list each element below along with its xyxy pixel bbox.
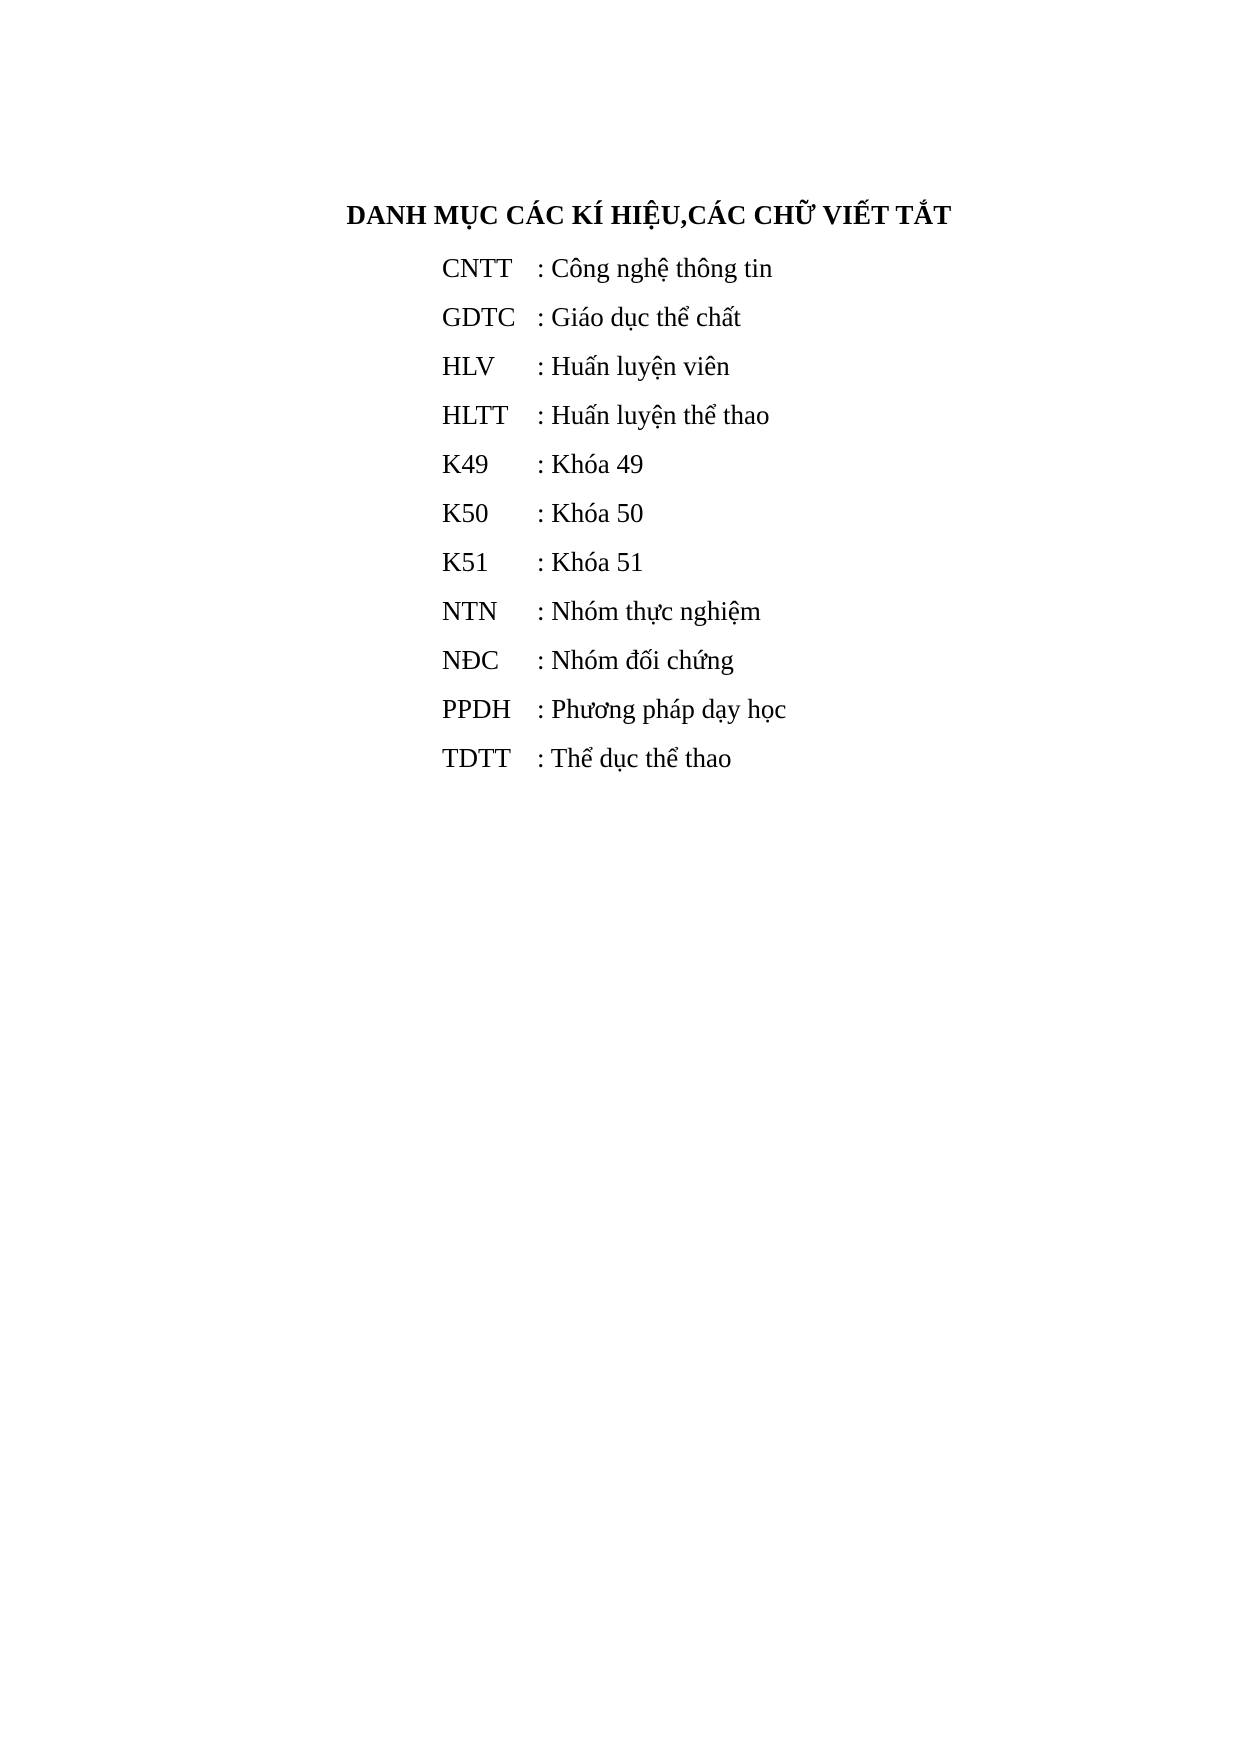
abbreviation-code: K50 — [442, 498, 489, 528]
abbreviation-code: CNTT — [442, 253, 513, 283]
abbreviation-description: : Phương pháp dạy học — [537, 694, 787, 724]
abbreviation-row — [442, 594, 786, 643]
abbreviation-description: : Khóa 50 — [537, 498, 644, 528]
abbreviation-code: HLTT — [442, 400, 509, 430]
abbreviation-description: : Khóa 49 — [537, 449, 644, 479]
page-title: DANH MỤC CÁC KÍ HIỆU,CÁC CHỮ VIẾT TẮT — [346, 200, 952, 230]
abbreviation-code: PPDH — [442, 694, 512, 724]
abbreviation-code: NĐC — [442, 645, 500, 675]
abbreviation-row — [442, 398, 786, 447]
abbreviation-row — [442, 545, 786, 594]
abbreviation-row — [442, 741, 786, 790]
abbreviation-row — [442, 496, 786, 545]
abbreviation-description: : Huấn luyện thể thao — [537, 400, 770, 430]
abbreviation-description: : Giáo dục thể chất — [537, 302, 741, 332]
abbreviation-code: K51 — [442, 547, 489, 577]
abbreviation-row — [442, 643, 786, 692]
abbreviation-description: : Thể dục thể thao — [537, 743, 732, 773]
abbreviation-row — [442, 349, 786, 398]
abbreviation-description: : Công nghệ thông tin — [537, 253, 773, 283]
abbreviation-description: : Nhóm đối chứng — [537, 645, 734, 675]
abbreviation-code: HLV — [442, 351, 496, 381]
abbreviation-code: GDTC — [442, 302, 516, 332]
abbreviation-row — [442, 251, 786, 300]
abbreviation-row — [442, 447, 786, 496]
abbreviation-row — [442, 300, 786, 349]
abbreviation-description: : Nhóm thực nghiệm — [537, 596, 761, 626]
abbreviation-description: : Huấn luyện viên — [537, 351, 730, 381]
abbreviation-list — [442, 251, 786, 790]
abbreviation-code: NTN — [442, 596, 498, 626]
abbreviation-row — [442, 692, 786, 741]
abbreviation-code: TDTT — [442, 743, 511, 773]
abbreviation-code: K49 — [442, 449, 489, 479]
abbreviation-description: : Khóa 51 — [537, 547, 644, 577]
